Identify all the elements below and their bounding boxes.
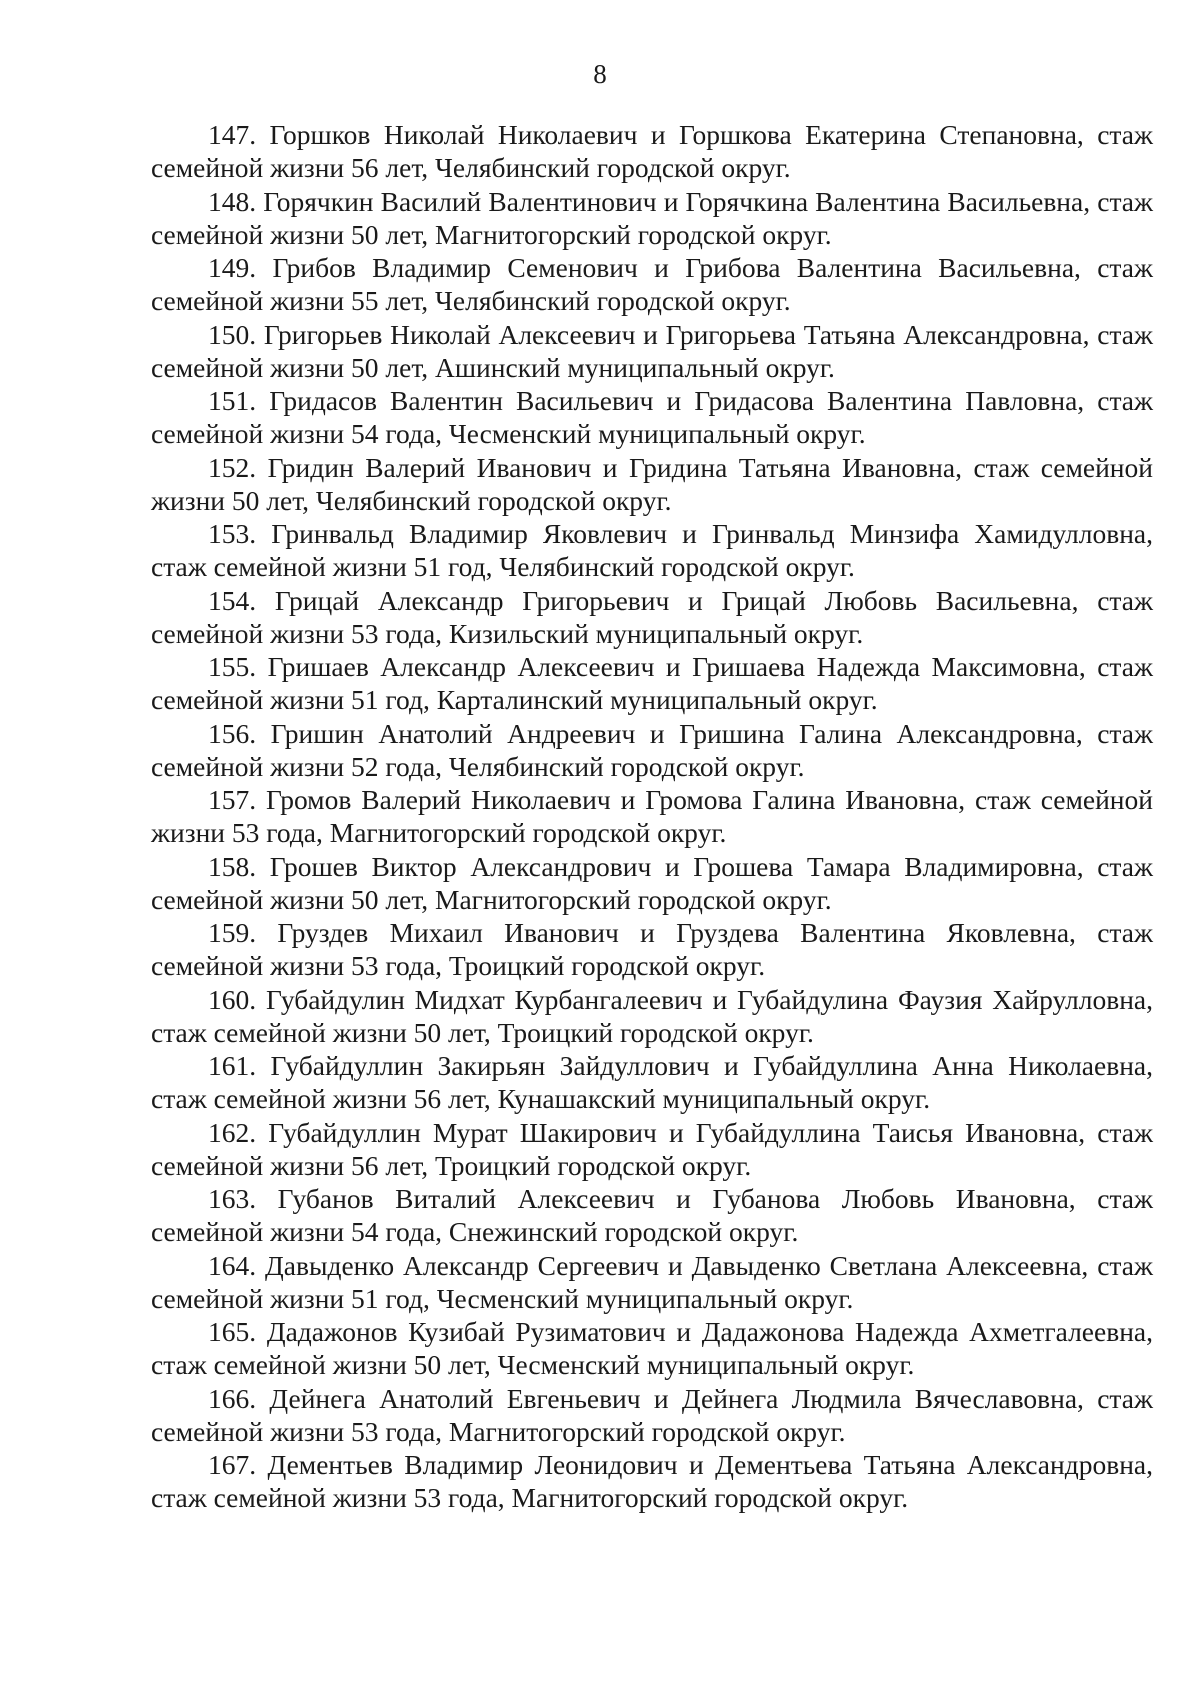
list-item: 161. Губайдуллин Закирьян Зайдуллович и Губайдуллина Анна Николаевна, стаж семейной жизни 56 лет, Кунашакский муниципальный округ. [151, 1050, 1153, 1114]
list-item: 149. Грибов Владимир Семенович и Грибова Валентина Васильевна, стаж семейной жизни 55 лет, Челябинский городской округ. [151, 252, 1153, 316]
list-item: 163. Губанов Виталий Алексеевич и Губанова Любовь Ивановна, стаж семейной жизни 54 года, Снежинский городской округ. [151, 1183, 1153, 1247]
list-item: 159. Груздев Михаил Иванович и Груздева Валентина Яковлевна, стаж семейной жизни 53 года, Троицкий городской округ. [151, 917, 1153, 981]
list-item: 165. Дадажонов Кузибай Рузиматович и Дадажонова Надежда Ахметгалеевна, стаж семейной жизни 50 лет, Чесменский муниципальный округ. [151, 1316, 1153, 1380]
list-item: 151. Гридасов Валентин Васильевич и Гридасова Валентина Павловна, стаж семейной жизни 54 года, Чесменский муниципальный округ. [151, 385, 1153, 449]
list-item: 160. Губайдулин Мидхат Курбангалеевич и Губайдулина Фаузия Хайрулловна, стаж семейной жизни 50 лет, Троицкий городской округ. [151, 983, 1153, 1048]
list-item: 150. Григорьев Николай Алексеевич и Григорьева Татьяна Александровна, стаж семейной жизни 50 лет, Ашинский муниципальный округ. [151, 318, 1153, 383]
list-item: 167. Дементьев Владимир Леонидович и Дементьева Татьяна Александровна, стаж семейной жизни 53 года, Магнитогорский городской округ. [151, 1449, 1153, 1513]
list-item: 156. Гришин Анатолий Андреевич и Гришина Галина Александровна, стаж семейной жизни 52 года, Челябинский городской округ. [151, 717, 1153, 782]
list-item: 157. Громов Валерий Николаевич и Громова Галина Ивановна, стаж семейной жизни 53 года, Магнитогорский городской округ. [151, 784, 1153, 848]
list-item: 153. Гринвальд Владимир Яковлевич и Гринвальд Минзифа Хамидулловна, стаж семейной жизни 51 год, Челябинский городской округ. [151, 518, 1153, 582]
page-number: 8 [593, 59, 607, 89]
list-item: 154. Грицай Александр Григорьевич и Грицай Любовь Васильевна, стаж семейной жизни 53 года, Кизильский муниципальный округ. [151, 584, 1153, 649]
list-item: 158. Грошев Виктор Александрович и Грошева Тамара Владимировна, стаж семейной жизни 50 лет, Магнитогорский городской округ. [151, 850, 1153, 915]
list-item: 162. Губайдуллин Мурат Шакирович и Губайдуллина Таисья Ивановна, стаж семейной жизни 56 лет, Троицкий городской округ. [151, 1116, 1153, 1181]
list-item: 155. Гришаев Александр Алексеевич и Гришаева Надежда Максимовна, стаж семейной жизни 51 год, Карталинский муниципальный округ. [151, 651, 1153, 715]
list-item: 166. Дейнега Анатолий Евгеньевич и Дейнега Людмила Вячеславовна, стаж семейной жизни 53 года, Магнитогорский городской округ. [151, 1382, 1153, 1447]
list-item: 164. Давыденко Александр Сергеевич и Давыденко Светлана Алексеевна, стаж семейной жизни 51 год, Чесменский муниципальный округ. [151, 1249, 1153, 1314]
entry-list [151, 118, 1153, 1515]
list-item: 148. Горячкин Василий Валентинович и Горячкина Валентина Васильевна, стаж семейной жизни 50 лет, Магнитогорский городской округ. [151, 185, 1153, 250]
list-item: 147. Горшков Николай Николаевич и Горшкова Екатерина Степановна, стаж семейной жизни 56 лет, Челябинский городской округ. [151, 119, 1153, 183]
list-item: 152. Гридин Валерий Иванович и Гридина Татьяна Ивановна, стаж семейной жизни 50 лет, Челябинский городской округ. [151, 451, 1153, 516]
